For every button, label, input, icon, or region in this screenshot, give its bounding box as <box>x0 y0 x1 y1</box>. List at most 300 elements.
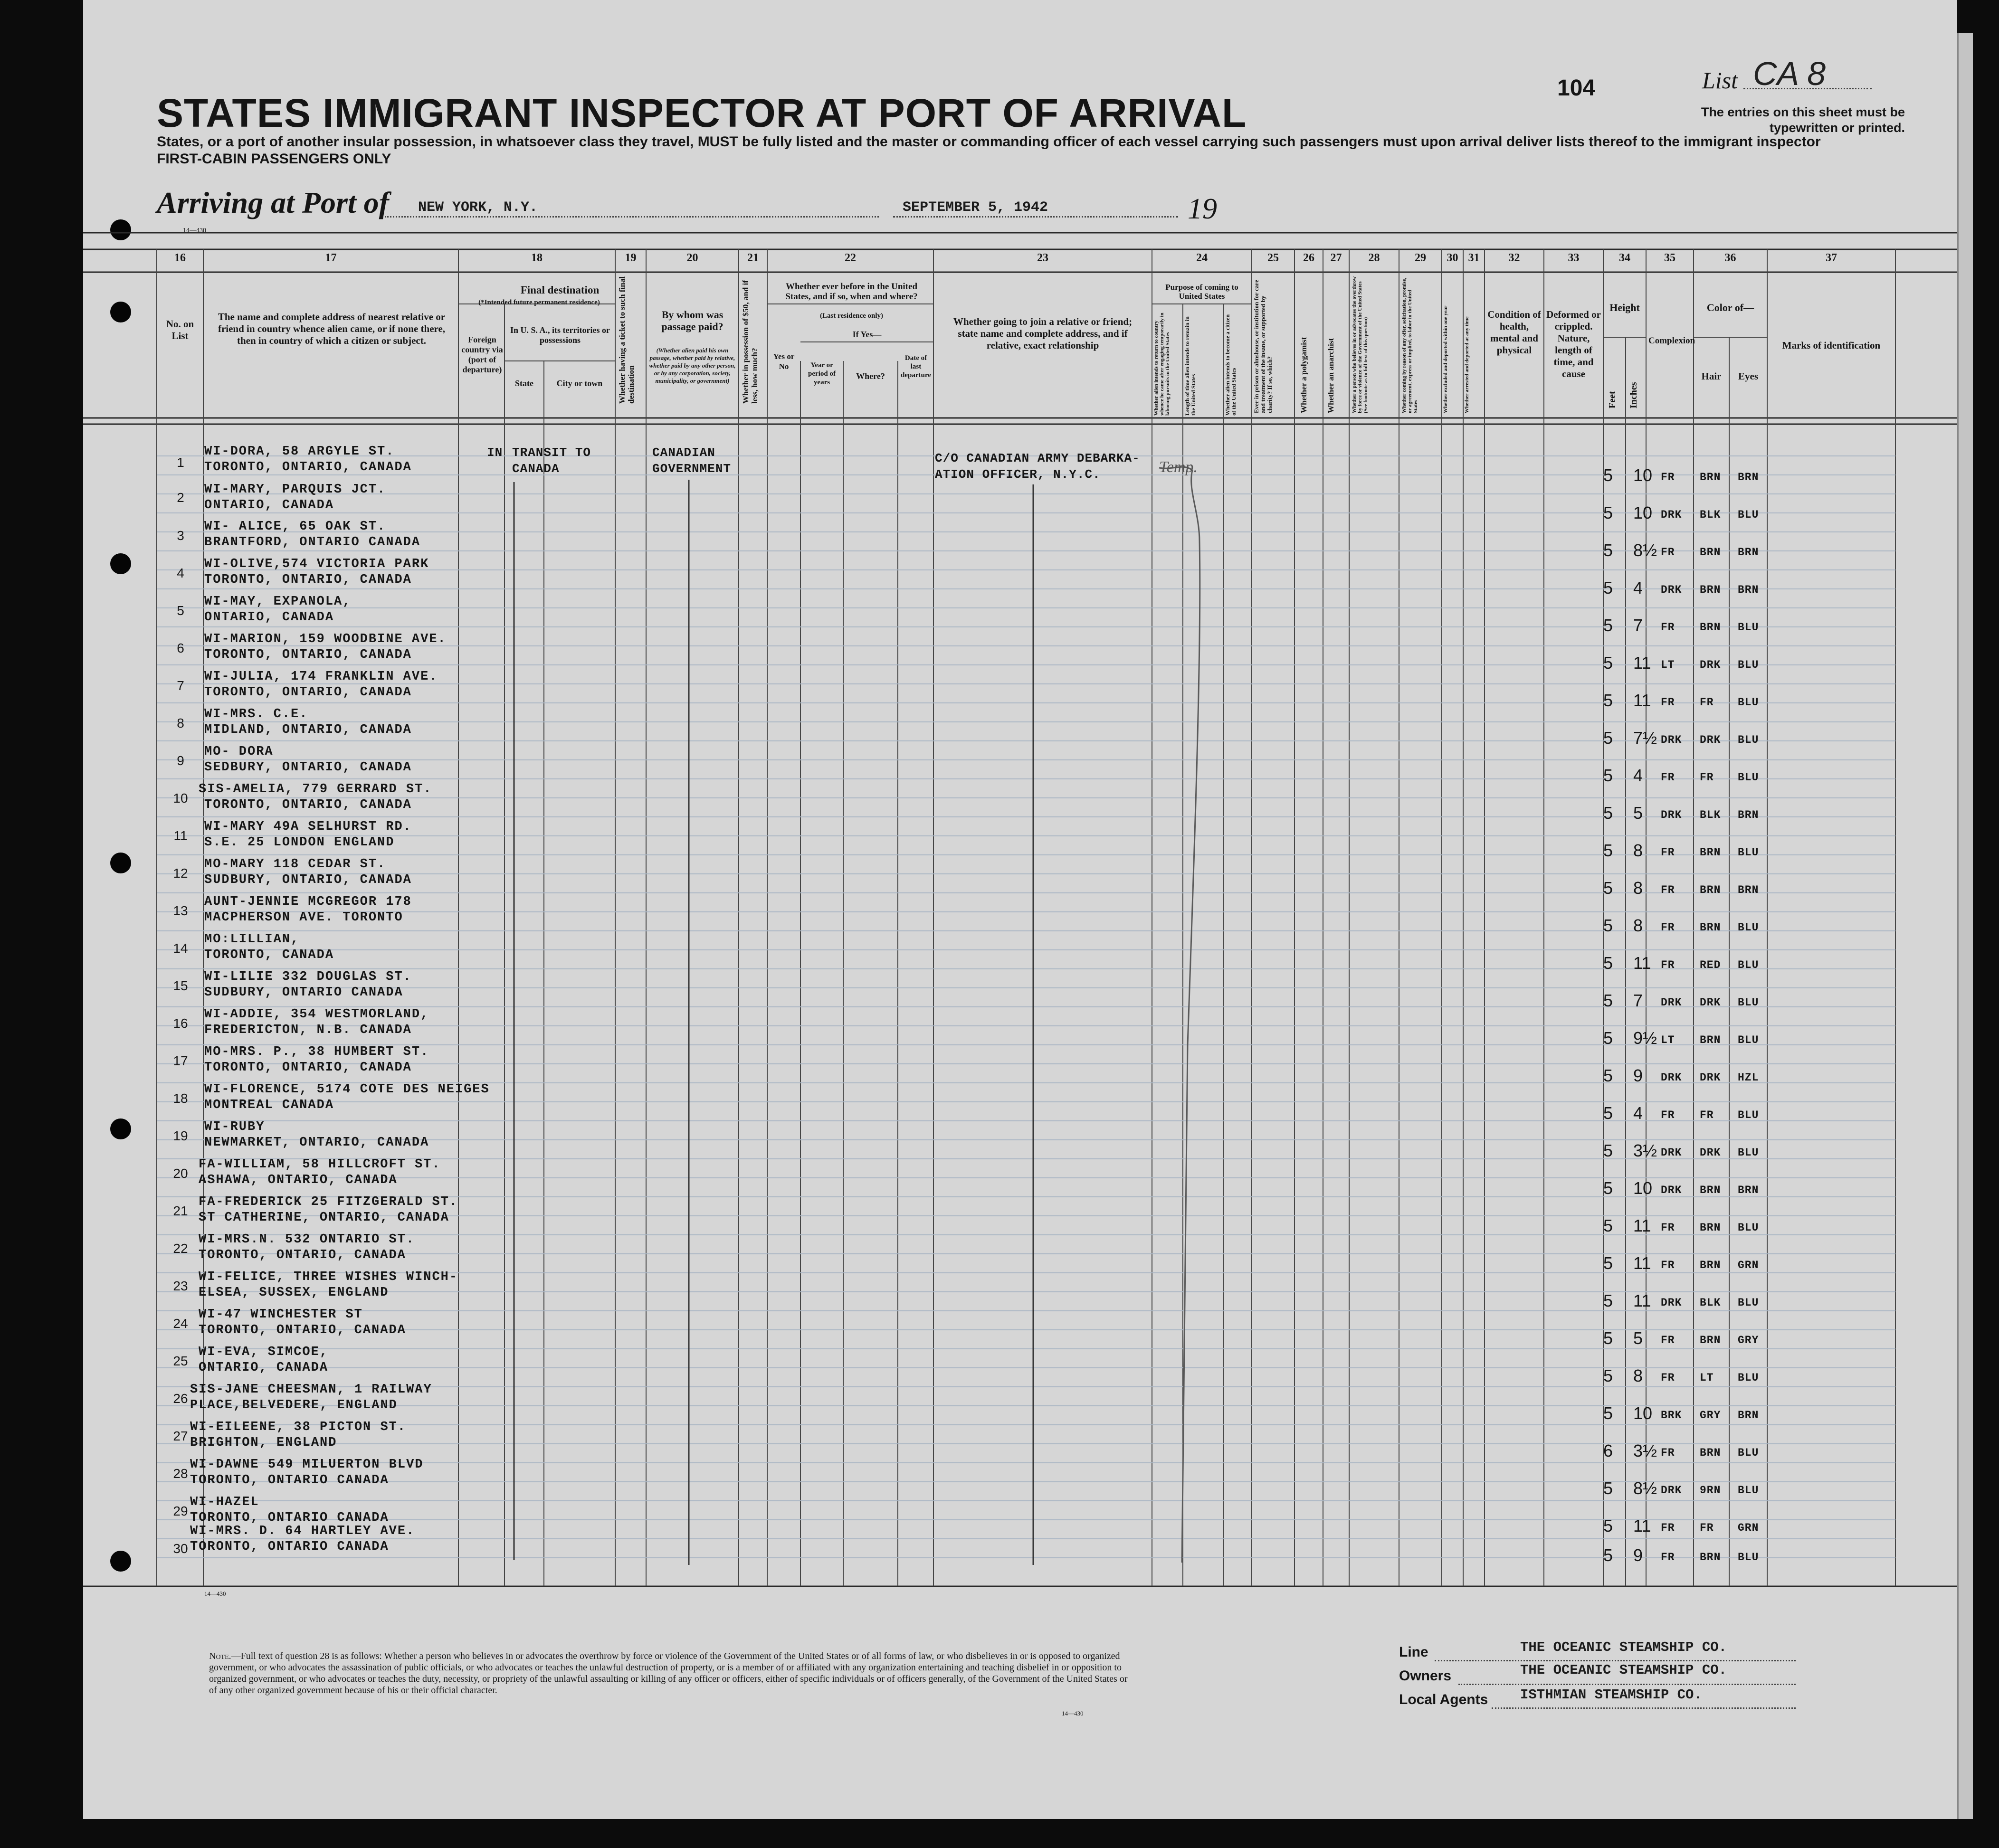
hdr-deformed: Deformed or crippled. Nature, length of time, and cause <box>1546 309 1601 379</box>
complexion-value: FR <box>1661 471 1675 483</box>
relative-address-line: MONTREAL CANADA <box>204 1098 334 1112</box>
relative-name-line: WI-RUBY <box>204 1120 265 1134</box>
col-num-27: 27 <box>1330 252 1342 264</box>
relative-address-line: BRANTFORD, ONTARIO CANADA <box>204 535 421 550</box>
height-feet: 5 <box>1603 465 1613 485</box>
owners-value: THE OCEANIC STEAMSHIP CO. <box>1520 1662 1727 1678</box>
relative-address-line: TORONTO, ONTARIO, CANADA <box>199 1248 406 1262</box>
transit-line-3: CANADA <box>512 462 560 476</box>
col-num-34: 34 <box>1619 252 1630 264</box>
height-feet: 5 <box>1603 953 1613 973</box>
eyes-value: BRN <box>1738 1184 1759 1196</box>
height-inches: 10 <box>1633 503 1653 522</box>
relative-name-line: AUNT-JENNIE MCGREGOR 178 <box>204 895 412 909</box>
transit-line-1: IN <box>487 445 503 460</box>
hdr-anarchist: Whether an anarchist <box>1326 338 1335 413</box>
height-inches: 7 <box>1633 991 1643 1010</box>
relative-address-line: TORONTO, ONTARIO, CANADA <box>204 798 412 812</box>
col-num-37: 37 <box>1826 252 1837 264</box>
complexion-value: FR <box>1661 1334 1675 1346</box>
row-number: 13 <box>173 903 188 918</box>
eyes-value: BRN <box>1738 546 1759 559</box>
complexion-value: DRK <box>1661 1484 1682 1497</box>
height-feet: 5 <box>1603 1545 1613 1565</box>
hdr-in-usa: In U. S. A., its territories or possessions <box>510 325 610 345</box>
height-feet: 5 <box>1603 578 1613 597</box>
list-value: CA 8 <box>1753 55 1826 92</box>
height-inches: 3½ <box>1633 1141 1657 1160</box>
eyes-value: GRY <box>1738 1334 1759 1346</box>
col-num-21: 21 <box>747 252 759 264</box>
relative-address-line: ST CATHERINE, ONTARIO, CANADA <box>199 1211 449 1225</box>
hair-value: LT <box>1700 1372 1714 1384</box>
height-feet: 5 <box>1603 841 1613 860</box>
row-number: 9 <box>177 753 184 768</box>
relative-name-line: WI-MRS.N. 532 ONTARIO ST. <box>199 1232 415 1247</box>
hdr-where: Where? <box>856 371 885 381</box>
hdr-ticket: Whether having a ticket to such final destination <box>618 276 636 404</box>
hair-value: BRN <box>1700 1447 1721 1459</box>
complexion-value: DRK <box>1661 734 1682 746</box>
height-feet: 5 <box>1603 1478 1613 1498</box>
height-feet: 6 <box>1603 1441 1613 1460</box>
hdr-complexion: Complexion <box>1648 336 1695 346</box>
col-num-19: 19 <box>625 252 637 264</box>
row-number: 29 <box>173 1504 188 1518</box>
hdr-polygamist: Whether a polygamist <box>1299 337 1308 413</box>
relative-address-line: TORONTO, ONTARIO, CANADA <box>204 685 412 700</box>
col-num-33: 33 <box>1568 252 1580 264</box>
hdr-marks: Marks of identification <box>1782 340 1881 351</box>
eyes-value: GRN <box>1738 1259 1759 1271</box>
eyes-value: BLU <box>1738 996 1759 1009</box>
hair-value: DRK <box>1700 734 1721 746</box>
relative-address-line: ONTARIO, CANADA <box>204 498 334 512</box>
row-number: 27 <box>173 1429 188 1443</box>
relative-address-line: PLACE,BELVEDERE, ENGLAND <box>190 1398 398 1412</box>
purpose-scribble: Temp. <box>1159 458 1198 476</box>
hair-value: FR <box>1700 1109 1714 1121</box>
col-num-32: 32 <box>1508 252 1520 264</box>
height-inches: 8 <box>1633 916 1643 935</box>
relative-name-line: WI-ADDIE, 354 WESTMORLAND, <box>204 1007 429 1022</box>
row-number: 3 <box>177 528 184 543</box>
row-number: 22 <box>173 1241 188 1256</box>
col-num-26: 26 <box>1303 252 1314 264</box>
height-inches: 8½ <box>1633 1478 1657 1498</box>
eyes-value: BLU <box>1738 1034 1759 1046</box>
relative-address-line: TORONTO, ONTARIO, CANADA <box>204 648 412 662</box>
hdr-passage-paid: By whom was passage paid? <box>661 309 723 332</box>
complexion-value: FR <box>1661 1522 1675 1534</box>
row-number: 17 <box>173 1053 188 1068</box>
hdr-q28: Whether a person who believes in or advocates the overthrow by force or violence of the Government of the United States (See footnote as to full text of this question) <box>1352 276 1369 413</box>
eyes-value: HZL <box>1738 1071 1759 1084</box>
row-number: 7 <box>177 678 184 693</box>
relative-address-line: TORONTO, ONTARIO, CANADA <box>199 1323 406 1337</box>
height-inches: 11 <box>1633 1516 1651 1535</box>
hair-value: BRN <box>1700 884 1721 896</box>
complexion-value: DRK <box>1661 584 1682 596</box>
hdr-prison: Ever in prison or almshouse, or institution for care and treatment of the insane, or supported by charity? If so, which? <box>1253 280 1273 413</box>
hdr-purpose-citizen: Whether alien intends to become a citizen of the United States <box>1224 314 1237 416</box>
relative-name-line: MO-MRS. P., 38 HUMBERT ST. <box>204 1045 429 1059</box>
hdr-final-destination-note: (*Intended future permanent residence) <box>478 299 600 306</box>
height-inches: 11 <box>1633 1253 1651 1273</box>
footnote-label: Note. <box>209 1651 231 1661</box>
row-number: 20 <box>173 1166 188 1181</box>
hdr-nearest-relative: The name and complete address of nearest relative or friend in country whence alien came, or if none there, then in country of which a citizen or subject. <box>218 311 446 346</box>
col-num-28: 28 <box>1368 252 1380 264</box>
height-inches: 11 <box>1633 1216 1651 1235</box>
complexion-value: FR <box>1661 771 1675 784</box>
eyes-value: BLU <box>1738 959 1759 971</box>
height-inches: 4 <box>1633 578 1643 597</box>
row-number: 24 <box>173 1316 188 1331</box>
relative-name-line: WI-JULIA, 174 FRANKLIN AVE. <box>204 670 438 684</box>
height-feet: 5 <box>1603 991 1613 1010</box>
eyes-value: BLU <box>1738 1222 1759 1234</box>
relative-address-line: TORONTO, ONTARIO, CANADA <box>204 460 412 474</box>
height-inches: 9 <box>1633 1066 1643 1085</box>
hair-value: BRN <box>1700 1222 1721 1234</box>
eyes-value: BLU <box>1738 1484 1759 1497</box>
complexion-value: DRK <box>1661 509 1682 521</box>
relative-address-line: MIDLAND, ONTARIO, CANADA <box>204 723 412 737</box>
row-number: 30 <box>173 1541 188 1556</box>
hair-value: BRN <box>1700 584 1721 596</box>
relative-address-line: TORONTO, ONTARIO CANADA <box>190 1540 389 1554</box>
row-number: 19 <box>173 1128 188 1143</box>
row-number: 8 <box>177 716 184 730</box>
hdr-final-destination: Final destination <box>520 284 600 296</box>
relative-name-line: WI-DORA, 58 ARGYLE ST. <box>204 445 395 459</box>
height-feet: 5 <box>1603 1178 1613 1198</box>
height-feet: 5 <box>1603 616 1613 635</box>
row-number: 26 <box>173 1391 188 1406</box>
line-value: THE OCEANIC STEAMSHIP CO. <box>1520 1640 1727 1655</box>
height-inches: 8 <box>1633 841 1643 860</box>
height-feet: 5 <box>1603 916 1613 935</box>
hdr-inches: Inches <box>1628 382 1639 408</box>
hdr-purpose: Purpose of coming to United States <box>1165 283 1238 301</box>
height-feet: 5 <box>1603 1291 1613 1310</box>
hdr-fifty-dollars: Whether in possession of $50, and if less, how much? <box>741 280 759 404</box>
relative-name-line: WI-MARION, 159 WOODBINE AVE. <box>204 632 447 646</box>
row-number: 1 <box>177 455 184 470</box>
relative-address-line: NEWMARKET, ONTARIO, CANADA <box>204 1136 429 1150</box>
hdr-yes-no: Yes or No <box>773 352 795 371</box>
eyes-value: BLU <box>1738 921 1759 934</box>
height-feet: 5 <box>1603 803 1613 823</box>
relative-address-line: SUDBURY, ONTARIO CANADA <box>204 986 403 1000</box>
height-feet: 5 <box>1603 540 1613 560</box>
hdr-arrested: Whether arrested and deported at any time <box>1464 316 1470 413</box>
complexion-value: FR <box>1661 546 1675 559</box>
relative-name-line: MO-MARY 118 CEDAR ST. <box>204 857 386 872</box>
hair-value: BRN <box>1700 1551 1721 1564</box>
row-number: 15 <box>173 978 188 993</box>
relative-name-line: WI-MRS. D. 64 HARTLEY AVE. <box>190 1524 415 1538</box>
form-code-left: 14—430 <box>204 1590 226 1597</box>
relative-name-line: SIS-AMELIA, 779 GERRARD ST. <box>199 782 432 796</box>
col-num-17: 17 <box>325 252 337 264</box>
hair-value: BRN <box>1700 1184 1721 1196</box>
relative-name-line: WI-MARY 49A SELHURST RD. <box>204 820 412 834</box>
relative-name-line: FA-WILLIAM, 58 HILLCROFT ST. <box>199 1157 441 1172</box>
complexion-value: DRK <box>1661 809 1682 821</box>
height-inches: 8½ <box>1633 540 1657 560</box>
form-code-top: 14—430 <box>183 227 206 234</box>
eyes-value: BLU <box>1738 771 1759 784</box>
height-inches: 5 <box>1633 803 1643 823</box>
hair-value: DRK <box>1700 996 1721 1009</box>
height-feet: 5 <box>1603 1253 1613 1273</box>
relative-address-line: ASHAWA, ONTARIO, CANADA <box>199 1173 398 1187</box>
height-inches: 9 <box>1633 1545 1643 1565</box>
height-feet: 5 <box>1603 653 1613 673</box>
complexion-value: DRK <box>1661 1184 1682 1196</box>
relative-address-line: FREDERICTON, N.B. CANADA <box>204 1023 412 1037</box>
row-number: 28 <box>173 1466 188 1481</box>
height-feet: 5 <box>1603 1066 1613 1085</box>
hair-value: BRN <box>1700 621 1721 634</box>
relative-name-line: WI-FLORENCE, 5174 COTE DES NEIGES <box>204 1082 490 1097</box>
row-number: 23 <box>173 1279 188 1293</box>
hair-value: BRN <box>1700 846 1721 859</box>
height-feet: 5 <box>1603 1516 1613 1535</box>
relative-name-line: WI-MAY, EXPANOLA, <box>204 595 352 609</box>
arriving-label: Arriving at Port of <box>157 186 389 219</box>
relative-name-line: MO:LILLIAN, <box>204 932 300 947</box>
hdr-date-last-departure: Date of last departure <box>901 354 931 379</box>
passage-line-2: GOVERNMENT <box>652 462 732 476</box>
transit-line-2: TRANSIT TO <box>512 445 591 460</box>
complexion-value: FR <box>1661 846 1675 859</box>
hair-value: RED <box>1700 959 1721 971</box>
col-num-36: 36 <box>1724 252 1736 264</box>
eyes-value: BLU <box>1738 621 1759 634</box>
height-feet: 5 <box>1603 1328 1613 1348</box>
agents-value: ISTHMIAN STEAMSHIP CO. <box>1520 1687 1702 1703</box>
passage-line-1: CANADIAN <box>652 445 715 460</box>
relative-address-line: SUDBURY, ONTARIO, CANADA <box>204 873 412 887</box>
height-inches: 5 <box>1633 1328 1643 1348</box>
eyes-value: BLU <box>1738 1147 1759 1159</box>
height-inches: 11 <box>1633 653 1651 673</box>
relative-address-line: TORONTO, CANADA <box>204 948 334 962</box>
relative-name-line: MO- DORA <box>204 745 274 759</box>
row-number: 4 <box>177 566 184 580</box>
eyes-value: BRN <box>1738 1409 1759 1422</box>
date-value: SEPTEMBER 5, 1942 <box>903 199 1048 216</box>
join-line-2: ATION OFFICER, N.Y.C. <box>935 467 1101 482</box>
eyes-value: BLU <box>1738 1551 1759 1564</box>
complexion-value: FR <box>1661 1551 1675 1564</box>
hair-value: BRN <box>1700 1034 1721 1046</box>
hair-value: FR <box>1700 771 1714 784</box>
eyes-value: BLU <box>1738 1372 1759 1384</box>
height-feet: 5 <box>1603 728 1613 748</box>
height-inches: 7½ <box>1633 728 1657 748</box>
eyes-value: BLU <box>1738 509 1759 521</box>
hdr-purpose-length: Length of time alien intends to remain in the United States <box>1184 316 1197 416</box>
complexion-value: FR <box>1661 1259 1675 1271</box>
owners-label: Owners <box>1399 1668 1452 1684</box>
hair-value: DRK <box>1700 1071 1721 1084</box>
col-num-30: 30 <box>1447 252 1458 264</box>
complexion-value: DRK <box>1661 996 1682 1009</box>
footnote-text: —Full text of question 28 is as follows: Whether a person who believes in or advocates the overthrow by force or violence of the Government of the United States or of all forms of law, or who disbelieves in or is opposed to organized government, or who advocates the assassination of public officials, or who advocates or teaches the unlawful destruction of property, or is a member of or affiliated with any organization entertaining and teaching disbelief in or opposition to organized government, or who advocates or teaches the duty, necessity, or propriety of the unlawful assaulting or killing of any officer or officers, either of specific individuals or of officers generally, of the Government of the United States or of any other organized government because of his or their official character. <box>209 1651 1128 1696</box>
complexion-value: DRK <box>1661 1147 1682 1159</box>
row-number: 25 <box>173 1354 188 1368</box>
height-inches: 10 <box>1633 1403 1653 1423</box>
relative-address-line: SEDBURY, ONTARIO, CANADA <box>204 760 412 775</box>
complexion-value: FR <box>1661 621 1675 634</box>
hdr-year-period: Year or period of years <box>808 361 836 386</box>
agents-label: Local Agents <box>1399 1692 1488 1707</box>
complexion-value: FR <box>1661 1222 1675 1234</box>
hair-value: BRN <box>1700 1334 1721 1346</box>
hdr-height: Height <box>1609 302 1640 313</box>
eyes-value: BLU <box>1738 1297 1759 1309</box>
relative-address-line: MACPHERSON AVE. TORONTO <box>204 910 403 925</box>
hdr-feet: Feet <box>1607 391 1618 408</box>
height-inches: 8 <box>1633 878 1643 898</box>
height-inches: 4 <box>1633 1103 1643 1123</box>
height-inches: 11 <box>1633 1291 1651 1310</box>
eyes-value: BLU <box>1738 734 1759 746</box>
complexion-value: BRK <box>1661 1409 1682 1422</box>
complexion-value: FR <box>1661 1447 1675 1459</box>
row-number: 18 <box>173 1091 188 1106</box>
height-feet: 5 <box>1603 1103 1613 1123</box>
hdr-purpose-return: Whether alien intends to return to country whence he came after engaging temporarily in laboring pursuits in the United States <box>1153 313 1171 416</box>
hdr-if-yes: If Yes— <box>852 330 882 339</box>
height-inches: 4 <box>1633 766 1643 785</box>
hdr-ever-before: Whether ever before in the United States, and if so, when and where? <box>785 282 918 302</box>
relative-name-line: WI-47 WINCHESTER ST <box>199 1308 363 1322</box>
hair-value: BRN <box>1700 1259 1721 1271</box>
relative-name-line: WI- ALICE, 65 OAK ST. <box>204 520 386 534</box>
hair-value: FR <box>1700 1522 1714 1534</box>
relative-name-line: WI-LILIE 332 DOUGLAS ST. <box>204 970 412 984</box>
relative-address-line: TORONTO, ONTARIO, CANADA <box>204 1061 412 1075</box>
height-feet: 5 <box>1603 766 1613 785</box>
eyes-value: BRN <box>1738 809 1759 821</box>
page-title: STATES IMMIGRANT INSPECTOR AT PORT OF ARRIVAL <box>157 91 1247 135</box>
eyes-value: BLU <box>1738 846 1759 859</box>
eyes-value: BLU <box>1738 696 1759 709</box>
complexion-value: FR <box>1661 959 1675 971</box>
row-number: 6 <box>177 641 184 655</box>
row-number: 11 <box>173 828 188 843</box>
height-feet: 5 <box>1603 1403 1613 1423</box>
hair-value: BLK <box>1700 809 1721 821</box>
eyes-value: BRN <box>1738 471 1759 483</box>
complexion-value: DRK <box>1661 1071 1682 1084</box>
hair-value: BLK <box>1700 509 1721 521</box>
hair-value: DRK <box>1700 1147 1721 1159</box>
header-class: FIRST-CABIN PASSENGERS ONLY <box>157 151 391 167</box>
eyes-value: BRN <box>1738 884 1759 896</box>
relative-address-line: BRIGHTON, ENGLAND <box>190 1436 337 1450</box>
row-number: 5 <box>177 603 184 618</box>
eyes-value: BLU <box>1738 1109 1759 1121</box>
hdr-going-to-join: Whether going to join a relative or friend; state name and complete address, and if relative, exact relationship <box>953 316 1133 351</box>
height-feet: 5 <box>1603 1141 1613 1160</box>
relative-address-line: ELSEA, SUSSEX, ENGLAND <box>199 1286 389 1300</box>
hdr-city: City or town <box>556 379 603 388</box>
list-label: List <box>1702 67 1738 94</box>
col-num-23: 23 <box>1037 252 1048 264</box>
height-inches: 9½ <box>1633 1028 1657 1048</box>
relative-name-line: WI-OLIVE,574 VICTORIA PARK <box>204 557 429 571</box>
row-number: 16 <box>173 1016 188 1031</box>
complexion-value: FR <box>1661 696 1675 709</box>
join-line-1: C/O CANADIAN ARMY DEBARKA- <box>935 451 1140 465</box>
hair-value: 9RN <box>1700 1484 1721 1497</box>
height-feet: 5 <box>1603 1216 1613 1235</box>
col-num-31: 31 <box>1468 252 1480 264</box>
complexion-value: FR <box>1661 921 1675 934</box>
hdr-passage-paid-note: (Whether alien paid his own passage, whether paid by relative, whether paid by any other person, or by any corporation, society, municipality, or government) <box>649 347 736 384</box>
year-label: 19 <box>1188 193 1217 225</box>
page-number: 104 <box>1557 76 1596 101</box>
hair-value: DRK <box>1700 659 1721 671</box>
eyes-value: BLU <box>1738 659 1759 671</box>
hdr-excluded: Whether excluded and deported within one year <box>1443 305 1448 413</box>
height-feet: 5 <box>1603 878 1613 898</box>
height-feet: 5 <box>1603 1366 1613 1385</box>
row-number: 10 <box>173 791 188 806</box>
hair-value: BLK <box>1700 1297 1721 1309</box>
height-inches: 11 <box>1633 691 1651 710</box>
hdr-no-on-list: No. on List <box>166 318 194 341</box>
complexion-value: LT <box>1661 1034 1675 1046</box>
col-num-22: 22 <box>845 252 856 264</box>
row-number: 2 <box>177 490 184 505</box>
height-inches: 10 <box>1633 465 1653 485</box>
relative-address-line: TORONTO, ONTARIO CANADA <box>190 1473 389 1488</box>
row-number: 21 <box>173 1204 188 1218</box>
relative-name-line: FA-FREDERICK 25 FITZGERALD ST. <box>199 1195 458 1209</box>
hdr-state: State <box>515 379 533 388</box>
hair-value: BRN <box>1700 471 1721 483</box>
complexion-value: FR <box>1661 884 1675 896</box>
relative-name-line: WI-MRS. C.E. <box>204 707 308 721</box>
eyes-value: BRN <box>1738 584 1759 596</box>
relative-name-line: WI-EVA, SIMCOE, <box>199 1345 329 1359</box>
height-inches: 11 <box>1633 953 1651 973</box>
relative-name-line: WI-FELICE, THREE WISHES WINCH- <box>199 1270 458 1284</box>
height-inches: 10 <box>1633 1178 1653 1198</box>
form-code-bottom: 14—430 <box>1062 1710 1084 1717</box>
hair-value: GRY <box>1700 1409 1721 1422</box>
height-inches: 8 <box>1633 1366 1643 1385</box>
footnote-q28 <box>209 1650 1135 1696</box>
col-num-35: 35 <box>1664 252 1675 264</box>
height-feet: 5 <box>1603 503 1613 522</box>
height-inches: 7 <box>1633 616 1643 635</box>
port-value: NEW YORK, N.Y. <box>418 199 538 216</box>
relative-address-line: ONTARIO, CANADA <box>199 1361 329 1375</box>
hdr-eyes: Eyes <box>1738 370 1758 382</box>
hdr-foreign-country: Foreign country via (port of departure) <box>461 335 503 374</box>
hdr-hair: Hair <box>1701 370 1722 382</box>
complexion-value: FR <box>1661 1372 1675 1384</box>
hair-value: BRN <box>1700 546 1721 559</box>
